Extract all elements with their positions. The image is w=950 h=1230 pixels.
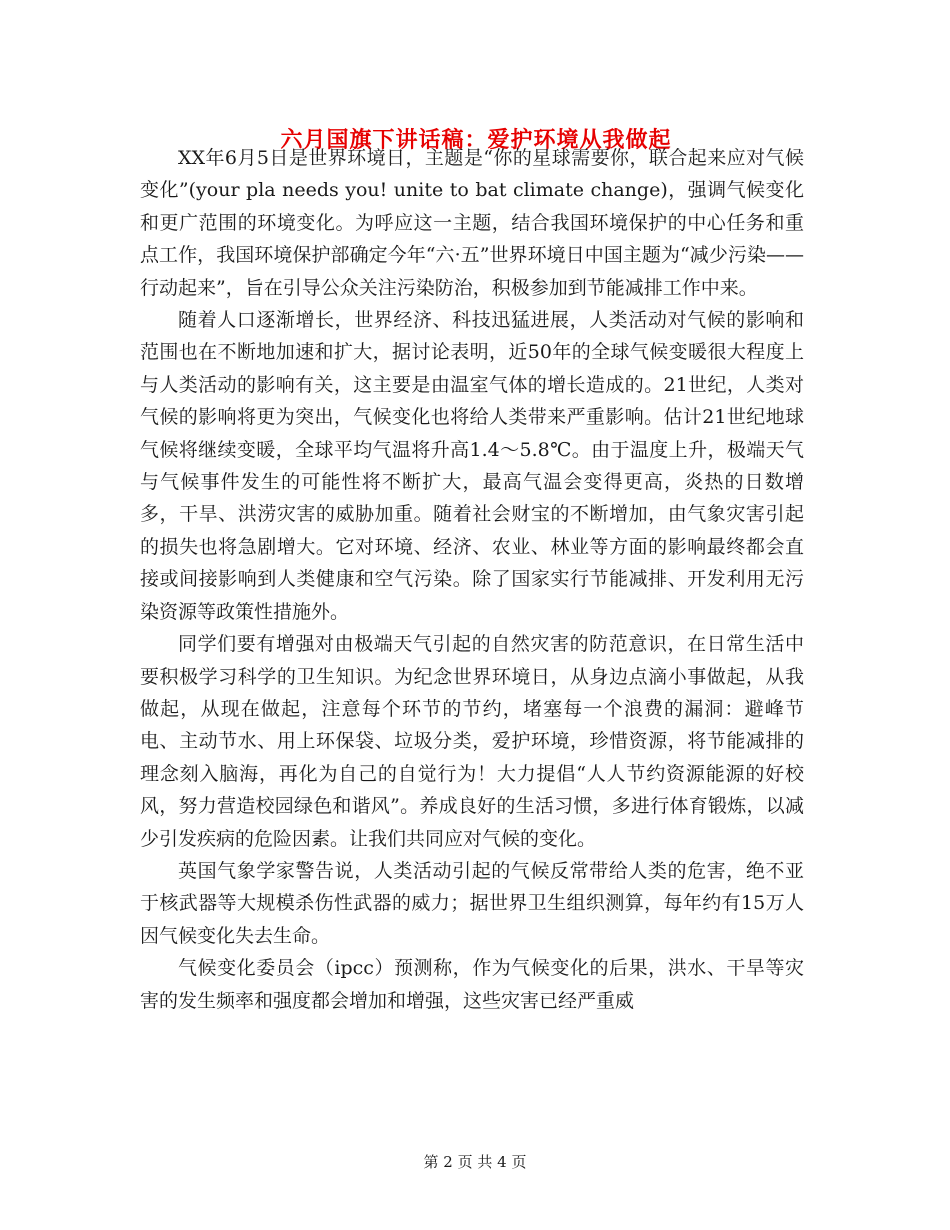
paragraph-2: 随着人口逐渐增长，世界经济、科技迅猛进展，人类活动对气候的影响和范围也在不断地加速和扩大，据讨论表明，近50年的全球气候变暖很大程度上与人类活动的影响有关，这主要是由温室气体的增长造成的。21世纪，人类对气候的影响将更为突出，气候变化也将给人类带来严重影响。估计21世纪地球气候将继续变暖，全球平均气温将升高1.4～5.8℃。由于温度上升，极端天气与气候事件发生的可能性将不断扩大，最高气温会变得更高，炎热的日数增多，干旱、洪涝灾害的威胁加重。随着社会财宝的不断增加，由气象灾害引起的损失也将急剧增大。它对环境、经济、农业、林业等方面的影响最终都会直接或间接影响到人类健康和空气污染。除了国家实行节能减排、开发利用无污染资源等政策性措施外。 xyxy=(140,309,804,623)
paragraph-4: 英国气象学家警告说，人类活动引起的气候反常带给人类的危害，绝不亚于核武器等大规模杀伤性武器的威力；据世界卫生组织测算，每年约有15万人因气候变化失去生命。 xyxy=(140,859,804,947)
document-title: 六月国旗下讲话稿：爱护环境从我做起 xyxy=(280,126,672,153)
page-number-footer: 第 2 页 共 4 页 xyxy=(423,1153,527,1171)
paragraph-5: 气候变化委员会（ipcc）预测称，作为气候变化的后果，洪水、干旱等灾害的发生频率和强度都会增加和增强，这些灾害已经严重威 xyxy=(140,957,804,1012)
document-body xyxy=(140,142,804,1017)
paragraph-3: 同学们要有增强对由极端天气引起的自然灾害的防范意识，在日常生活中要积极学习科学的卫生知识。为纪念世界环境日，从身边点滴小事做起，从我做起，从现在做起，注意每个环节的节约，堵塞每一个浪费的漏洞：避峰节电、主动节水、用上环保袋、垃圾分类，爱护环境，珍惜资源，将节能减排的理念刻入脑海，再化为自己的自觉行为！大力提倡“人人节约资源能源的好校风，努力营造校园绿色和谐风”。养成良好的生活习惯，多进行体育锻炼，以减少引发疾病的危险因素。让我们共同应对气候的变化。 xyxy=(140,633,804,850)
paragraph-1: XX年6月5日是世界环境日，主题是“你的星球需要你，联合起来应对气候变化”(your pla needs you! unite to bat climate change)，强调气候变化和更广范围的环境变化。为呼应这一主题，结合我国环境保护的中心任务和重点工作，我国环境保护部确定今年“六·五”世界环境日中国主题为“减少污染——行动起来”，旨在引导公众关注污染防治，积极参加到节能减排工作中来。 xyxy=(140,147,804,299)
